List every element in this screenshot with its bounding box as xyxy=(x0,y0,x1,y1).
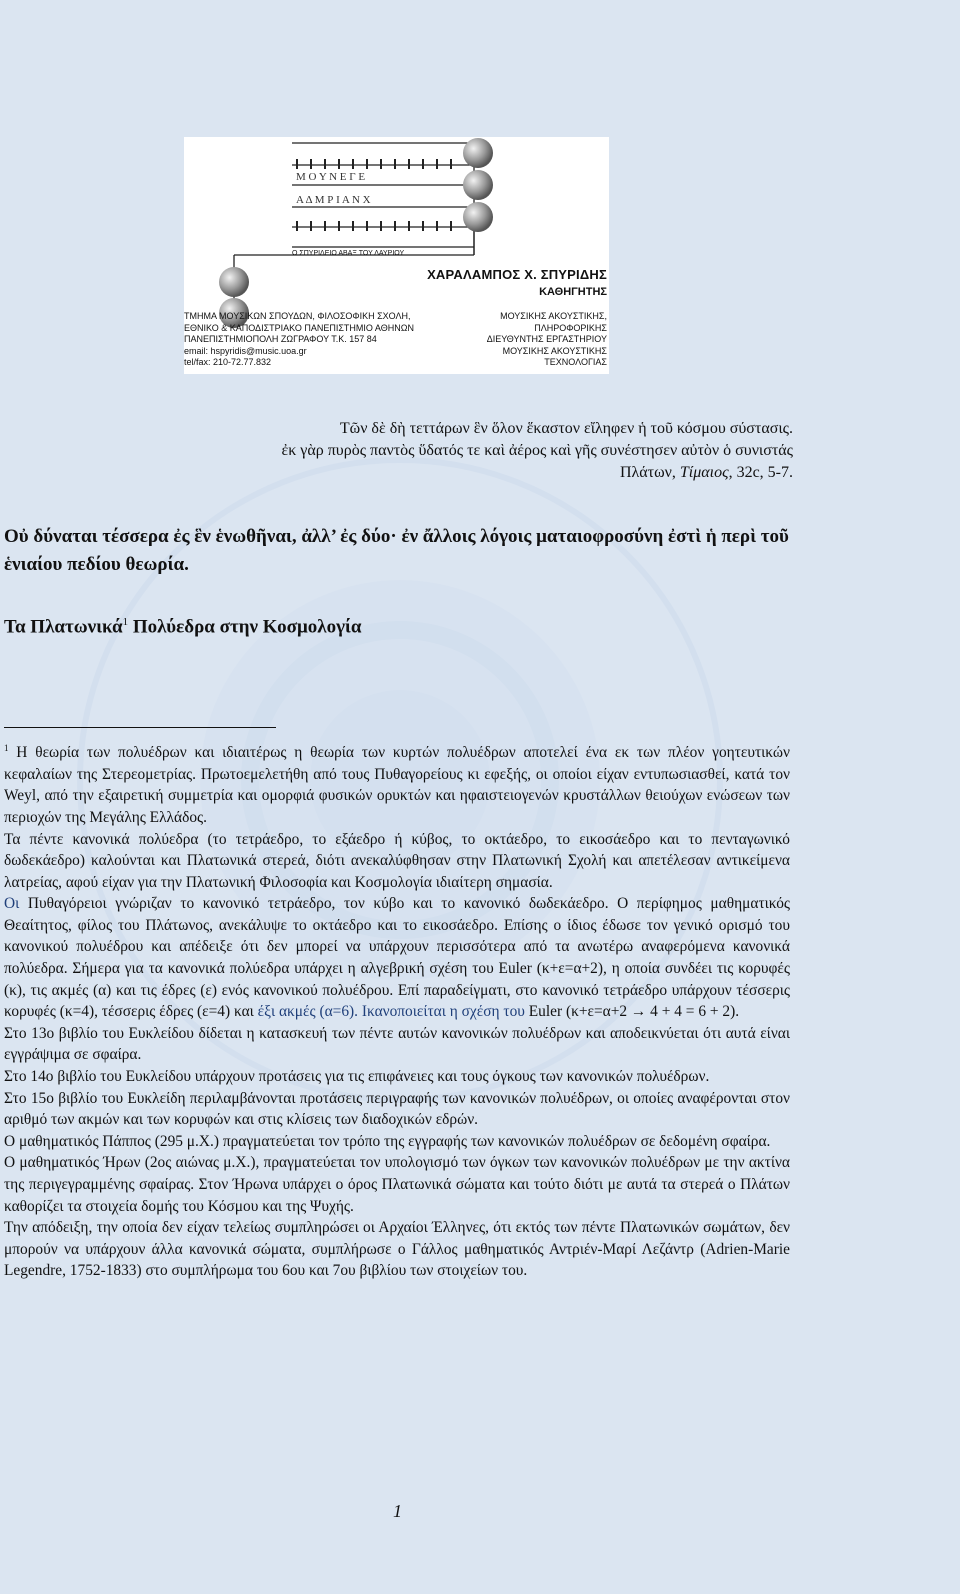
professor-name: ΧΑΡΑΛΑΜΠΟΣ Χ. ΣΠΥΡΙΔΗΣ xyxy=(427,267,607,282)
quote-citation: Πλάτων, Τίμαιος, 32c, 5-7. xyxy=(619,464,793,481)
page-number: 1 xyxy=(393,1501,402,1521)
letterhead-address: ΤΜΗΜΑ ΜΟΥΣΙΚΩΝ ΣΠΟΥΔΩΝ, ΦΙΛΟΣΟΦΙΚΗ ΣΧΟΛΗ, ΕΘΝΙΚΟ & ΚΑΠΟΔΙΣΤΡΙΑΚΟ ΠΑΝΕΠΙΣΤΗΜΙΟ ΑΘΗΝΩΝ ΠΑΝΕΠΙΣΤΗΜΙΟΠΟΛΗ ΖΩΓΡΑΦΟΥ Τ.Κ. 157 84 email: hspyridis@music.uoa.gr tel/fax: 210-72.77.832 xyxy=(184,311,414,367)
letterhead xyxy=(184,137,609,374)
section-title: Τα Πλατωνικά$^1$ Πολύεδρα στην Κοσμολογία xyxy=(4,616,362,638)
quote-line: ἐκ γὰρ πυρὸς παντὸς ὕδατός τε καὶ ἀέρος καὶ γῆς συνέστησεν αὐτὸν ὁ συνιστάς xyxy=(281,442,793,459)
paragraph: Στο 14ο βιβλίο του Ευκλείδου υπάρχουν προτάσεις για τις επιφάνειες και τους όγκους των κανονικών πολυέδρων. xyxy=(4,1068,710,1086)
email-text: email: hspyridis@music.uoa.gr xyxy=(184,345,307,356)
paragraph: Οι Πυθαγόρειοι γνώριζαν το κανονικό τετράεδρο, τον κύβο και το κανονικό δωδεκάεδρο. Ο περίφημος μαθηματικός Θεαίτητος, φίλος του Πλάτωνος, ανεκάλυψε το οκτάεδρο και το εικοσάεδρο. Επίσης ο ίδιος έδωσε τον γενικό ορισμό του κανονικού πολυέδρου και απέδειξε ότι δεν μπορεί να υπάρχουν περισσότερα από τα ανωτέρω αναφερόμενα κανονικά πολύεδρα. Σήμερα για τα κανονικά πολύεδρα υπάρχει η αλγεβρική σχέση του Euler (κ+ε=α+2), η οποία συνδέει τις κορυφές (κ), τις ακμές (α) και τις έδρες (ε) ενός κανονικού πολυέδρου. Επί παραδείγματι, στο κανονικό τετράεδρο υπάρχουν τέσσερις κορυφές (κ=4), τέσσερις έδρες (ε=4) και έξι ακμές (α=6). Ικανοποιείται η σχέση του Euler (κ+ε=α+2 → 4 + 4 = 6 + 2). xyxy=(4,895,790,1021)
footnote-divider xyxy=(4,727,276,728)
paragraph: Στο 15ο βιβλίο του Ευκλείδη περιλαμβάνονται προτάσεις περιγραφής των κανονικών πολυέδρων, οι οποίες αναφέρονται στον αριθμό των ακμών και των κορυφών και στις κλίσεις των διαδοχικών εδρών. xyxy=(4,1089,790,1129)
page-heading: Οὐ δύναται τέσσερα ἐς ἓν ἑνωθῆναι, ἀλλ’ ἐς δύο· ἐν ἄλλοις λόγοις ματαιοφροσύνη ἐστὶ ἡ περὶ τοῦ ἑνιαίου πεδίου θεωρία. xyxy=(4,526,789,575)
svg-text:Α Δ Μ Ρ Ι Α Ν Χ: Α Δ Μ Ρ Ι Α Ν Χ xyxy=(296,194,371,206)
paragraph: Την απόδειξη, την οποία δεν είχαν τελείως συμπληρώσει οι Αρχαίοι Έλληνες, ότι εκτός των πέντε Πλατωνικών σωμάτων, δεν μπορούν να υπάρχουν άλλα κανονικά σώματα, συμπλήρωσε ο Γάλλος μαθηματικός Αντριέν-Μαρί Λεζάντρ (Adrien-Marie Legendre, 1752-1833) στο συμπλήρωμα του 6ου και 7ου βιβλίου των στοιχείων του. xyxy=(4,1219,790,1280)
footnote-mark: 1 xyxy=(122,616,129,628)
paragraph: Τα πέντε κανονικά πολύεδρα (το τετράεδρο, το εξάεδρο ή κύβος, το οκτάεδρο, το εικοσάεδρο και το πενταγωνικό δωδεκάεδρο) καλούνται και Πλατωνικά στερεά, διότι ανεκαλύφθησαν στην Πλατωνική Σχολή και απετέλεσαν αντικείμενα λατρείας, αφού είχαν για την Πλατωνική Φιλοσοφία και Κοσμολογία ιδιαίτερη σημασία. xyxy=(4,830,790,891)
letterhead-titles: ΜΟΥΣΙΚΗΣ ΑΚΟΥΣΤΙΚΗΣ, ΠΛΗΡΟΦΟΡΙΚΗΣ ΔΙΕΥΘΥΝΤΗΣ ΕΡΓΑΣΤΗΡΙΟΥ ΜΟΥΣΙΚΗΣ ΑΚΟΥΣΤΙΚΗΣ ΤΕΧΝΟΛΟΓΙΑΣ xyxy=(486,311,607,367)
footnote-text: $^1$ Η θεωρία των πολυέδρων και ιδιαιτέρως η θεωρία των κυρτών πολυέδρων αποτελεί ένα εκ των πλέον γοητευτικών κεφαλαίων της Στερεομετρίας. Πρωτοεμελετήθη από τους Πυθαγορείους κι εφεξής, οι οποίοι είχαν εντυπωσιασθεί, κατά τον Weyl, από την εξαιρετική συμμετρία και ομορφιά φυσικών ορυκτών και ηφαιστειογενών κρυστάλλων θειούχων ενώσεων των περιοχών της Μεγάλης Ελλάδος. xyxy=(4,743,790,826)
abacus-caption: Ο ΣΠΥΡΙΔΕΙΟ ΑΒΑΞ ΤΟΥ ΛΑΥΡΙΟΥ xyxy=(292,250,405,257)
paragraph: Ο μαθηματικός Πάππος (295 μ.Χ.) πραγματεύεται τον τρόπο της εγγραφής των κανονικών πολυέδρων σε δεδομένη σφαίρα. xyxy=(4,1132,771,1150)
paragraph: Στο 13ο βιβλίο του Ευκλείδου δίδεται η κατασκευή των πέντε αυτών κανονικών πολυέδρων και αποδεικνύεται ότι αυτά είναι εγγράψιμα σε σφαίρα. xyxy=(4,1024,790,1064)
quote-line: Τῶν δὲ δὴ τεττάρων ἓν ὅλον ἕκαστον εἴληφεν ἡ τοῦ κόσμου σύστασις. xyxy=(339,420,793,437)
svg-text:Μ Ο Υ Ν Ε Γ Ε: Μ Ο Υ Ν Ε Γ Ε xyxy=(296,171,366,183)
epigraph-quote xyxy=(282,418,794,484)
paragraph: Ο μαθηματικός Ήρων (2ος αιώνας μ.Χ.), πραγματεύεται τον υπολογισμό των όγκων των κανονικών πολυέδρων με την ακτίνα της περιγεγραμμένης σφαίρας. Στον Ήρωνα υπάρχει ο όρος Πλατωνικά σώματα και τούτο διότι με αυτά τα στερεά ο Πλάτων καθορίζει τα στοιχεία δομής του Κόσμου και της Ψυχής. xyxy=(4,1154,790,1215)
professor-rank: ΚΑΘΗΓΗΤΗΣ xyxy=(539,286,607,298)
body-text xyxy=(4,738,790,1282)
phone-text: tel/fax: 210-72.77.832 xyxy=(184,357,272,367)
